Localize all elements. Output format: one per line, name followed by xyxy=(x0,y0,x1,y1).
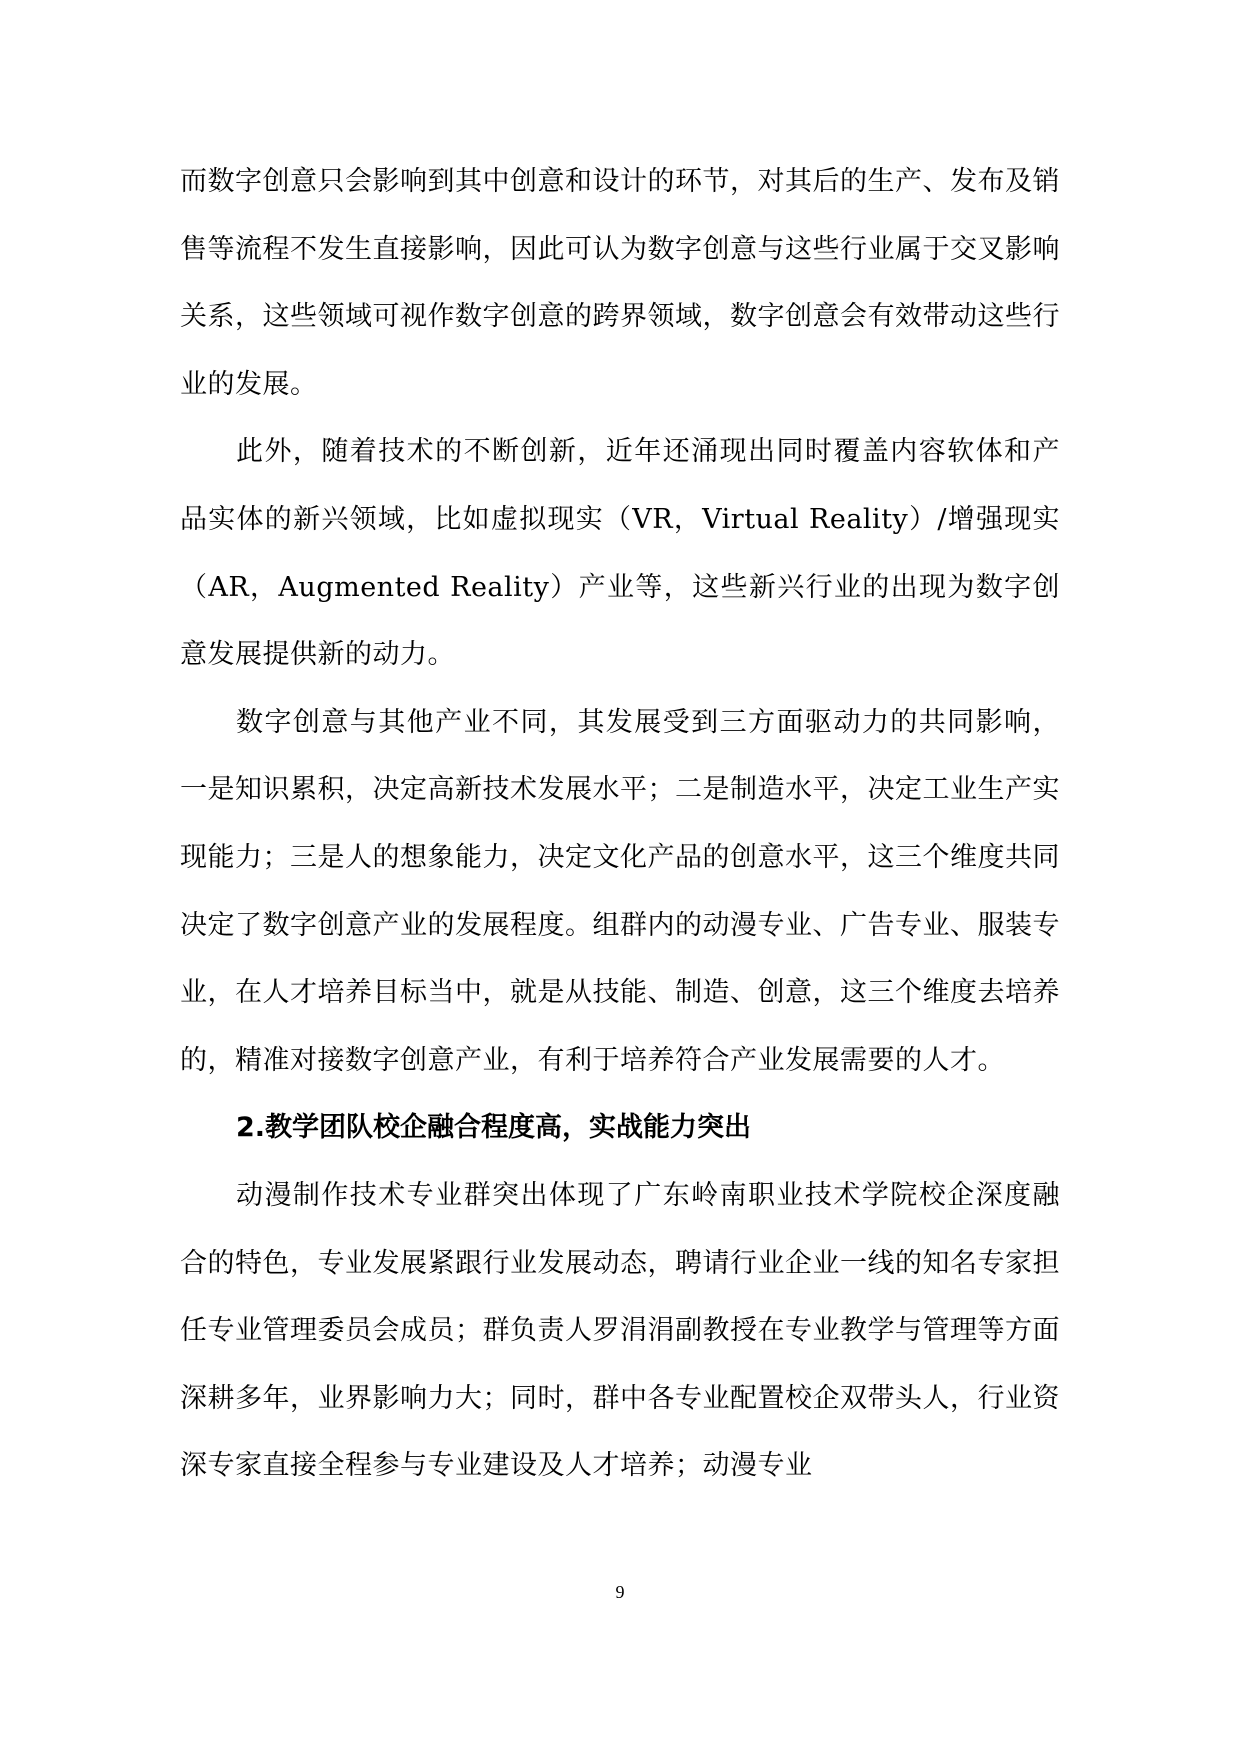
paragraph-emerging-fields: 此外，随着技术的不断创新，近年还涌现出同时覆盖内容软体和产品实体的新兴领域，比如虚拟现实（VR，Virtual Reality）/增强现实（AR，Augmented Reality）产业等，这些新兴行业的出现为数字创意发展提供新的动力。 xyxy=(180,436,1060,671)
paragraph-continuation: 而数字创意只会影响到其中创意和设计的环节，对其后的生产、发布及销售等流程不发生直接影响，因此可认为数字创意与这些行业属于交叉影响关系，这些领域可视作数字创意的跨界领域，数字创意会有效带动这些行业的发展。 xyxy=(180,166,1060,400)
section-heading: 2.教学团队校企融合程度高，实战能力突出 xyxy=(236,1112,752,1144)
body-text xyxy=(180,148,1060,1500)
page-number: 9 xyxy=(615,1582,625,1602)
paragraph-teaching-team: 动漫制作技术专业群突出体现了广东岭南职业技术学院校企深度融合的特色，专业发展紧跟行业发展动态，聘请行业企业一线的知名专家担任专业管理委员会成员；群负责人罗涓涓副教授在专业教学与管理等方面深耕多年，业界影响力大；同时，群中各专业配置校企双带头人，行业资深专家直接全程参与专业建设及人才培养；动漫专业 xyxy=(180,1179,1060,1482)
paragraph-driving-forces: 数字创意与其他产业不同，其发展受到三方面驱动力的共同影响，一是知识累积，决定高新技术发展水平；二是制造水平，决定工业生产实现能力；三是人的想象能力，决定文化产品的创意水平，这三个维度共同决定了数字创意产业的发展程度。组群内的动漫专业、广告专业、服装专业，在人才培养目标当中，就是从技能、制造、创意，这三个维度去培养的，精准对接数字创意产业，有利于培养符合产业发展需要的人才。 xyxy=(180,706,1060,1076)
